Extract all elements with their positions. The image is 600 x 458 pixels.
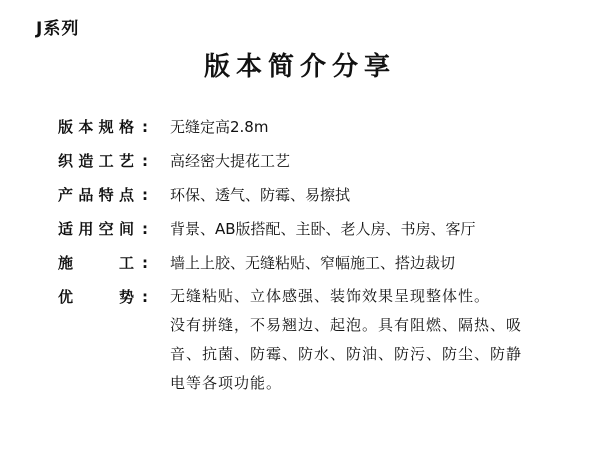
spec-row-features xyxy=(58,180,578,210)
spec-label xyxy=(58,248,134,278)
spec-value: 无缝定高2.8m xyxy=(170,118,269,136)
label-char: 艺 xyxy=(118,152,134,170)
label-char: 势 xyxy=(118,288,134,306)
spec-value: 背景、AB版搭配、主卧、老人房、书房、客厅 xyxy=(170,220,476,238)
label-char: 工 xyxy=(98,152,114,170)
label-char: 间 xyxy=(118,220,134,238)
spec-row-space xyxy=(58,214,578,244)
label-char: 优 xyxy=(58,288,74,306)
label-char: 点 xyxy=(118,186,134,204)
spec-colon: : xyxy=(142,254,148,272)
advantage-line: 音、抗菌、防霉、防水、防油、防污、防尘、防静 xyxy=(170,345,523,363)
label-char: 造 xyxy=(78,152,94,170)
label-char: 工 xyxy=(118,254,134,272)
advantage-line: 电等各项功能。 xyxy=(170,374,283,392)
spec-label xyxy=(58,214,134,244)
spec-colon: : xyxy=(142,152,148,170)
label-char: 版 xyxy=(58,118,74,136)
page-title: 版本简介分享 xyxy=(203,52,396,82)
advantage-line: 没有拼缝，不易翘边、起泡。具有阻燃、隔热、吸 xyxy=(170,316,523,334)
spec-label xyxy=(58,282,134,312)
spec-label xyxy=(58,146,134,176)
label-char: 产 xyxy=(58,186,74,204)
spec-colon: : xyxy=(142,118,148,136)
spec-label xyxy=(58,112,134,142)
label-char: 施 xyxy=(58,254,74,272)
label-char: 格 xyxy=(118,118,134,136)
spec-list xyxy=(58,112,578,402)
label-char: 品 xyxy=(78,186,94,204)
advantage-text xyxy=(156,282,578,398)
spec-value: 墙上上胶、无缝粘贴、窄幅施工、搭边裁切 xyxy=(170,254,456,272)
label-char: 织 xyxy=(58,152,74,170)
label-char: 规 xyxy=(98,118,114,136)
spec-colon: : xyxy=(142,186,148,204)
spec-label xyxy=(58,180,134,210)
spec-colon: : xyxy=(142,220,148,238)
spec-row-weaving xyxy=(58,146,578,176)
series-title: J系列 xyxy=(36,19,80,39)
spec-row-version xyxy=(58,112,578,142)
spec-colon: : xyxy=(142,288,148,306)
label-char: 本 xyxy=(78,118,94,136)
label-char: 特 xyxy=(98,186,114,204)
spec-row-installation xyxy=(58,248,578,278)
spec-value: 环保、透气、防霉、易擦拭 xyxy=(170,186,351,204)
label-char: 用 xyxy=(78,220,94,238)
label-char: 空 xyxy=(98,220,114,238)
spec-value: 高经密大提花工艺 xyxy=(170,152,291,170)
spec-row-advantage xyxy=(58,282,578,398)
advantage-line: 无缝粘贴、立体感强、装饰效果呈现整体性。 xyxy=(170,287,491,305)
label-char: 适 xyxy=(58,220,74,238)
